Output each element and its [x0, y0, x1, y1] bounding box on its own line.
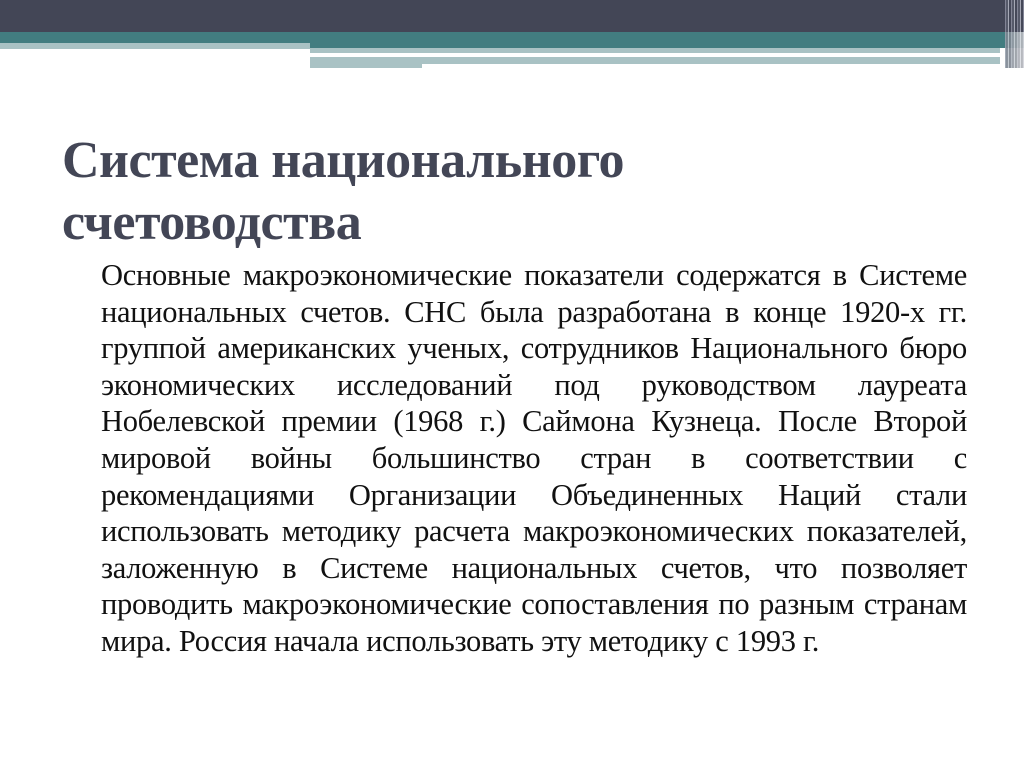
slide-body-text: Основные макроэкономические показатели содержатся в Системе национальных счетов. СНС была разработана в конце 1920-х гг. группой американских ученых, сотрудников Национального бюро экономических исследований под руководством лауреата Нобелевской премии (1968 г.) Саймона Кузнеца. После Второй мировой войны большинство стран в соответствии с рекомендациями Организации Объединенных Наций стали использовать методику расчета макроэкономических показателей, заложенную в Системе национальных счетов, что позволяет проводить макроэкономические сопоставления по разным странам мира. Россия начала использовать эту методику с 1993 г.: [101, 258, 967, 658]
header-light-strip-left: [0, 43, 310, 49]
header-light-strip-lower-right: [422, 57, 1000, 64]
header-edge-fade: [1005, 32, 1024, 68]
slide-title: Система национального счетоводства: [62, 132, 625, 251]
header-dark-band: [0, 0, 1024, 32]
header-light-strip-lower-left: [310, 57, 422, 68]
